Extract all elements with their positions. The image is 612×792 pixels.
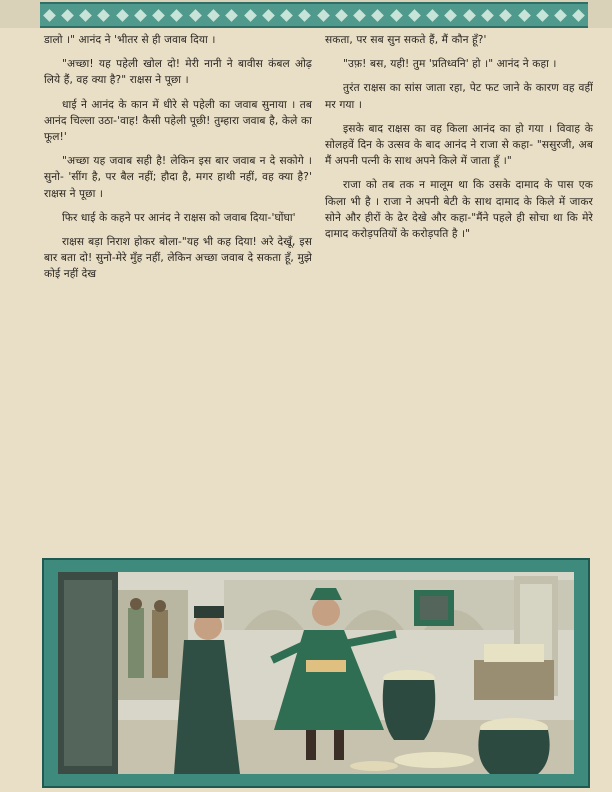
paragraph: राक्षस बड़ा निराश होकर बोला-"यह भी कह दिया! अरे देखूँ, इस बार बता दो! सुनो-मेरे मुँह नहीं, लेकिन अच्छा जवाब दे सकता हूँ, मुझे कोई नहीं देख	[44, 236, 312, 281]
paragraph: फिर धाई के कहने पर आनंद ने राक्षस को जवाब दिया-'घोंघा'	[62, 211, 296, 224]
paragraph: राजा को तब तक न मालूम था कि उसके दामाद के पास एक किला भी है । राजा ने अपनी बेटी के साथ दामाद के किले में जाकर सोने और हीरों के ढेर देखे और कहा-"मैंने पहले ही सोचा था कि मेरे दामाद करोड़पतियों के करोड़पति है ।"	[325, 179, 593, 241]
paragraph: "उफ़! बस, यही! तुम 'प्रतिध्वनि' हो ।" आनंद ने कहा ।	[343, 58, 557, 71]
diamond-border-pattern-icon	[40, 2, 588, 28]
paragraph: तुरंत राक्षस का सांस जाता रहा, पेट फट जाने के कारण वह वहीं मर गया ।	[325, 82, 593, 111]
story-illustration	[42, 558, 590, 788]
left-text-column	[44, 32, 312, 291]
paragraph: धाई ने आनंद के कान में धीरे से पहेली का जवाब सुनाया । तब आनंद चिल्ला उठा-'वाह! कैसी पहेली पूछी! तुम्हारा जवाब है, केले का फूल!'	[44, 98, 312, 144]
paragraph: डालो ।" आनंद ने 'भीतर से ही जवाब दिया ।	[44, 34, 216, 46]
paragraph: "अच्छा यह जवाब सही है! लेकिन इस बार जवाब न दे सकोगे । सुनो- 'सींग है, पर बैल नहीं; हौदा है, मगर हाथी नहीं, वह क्या है?' राक्षस ने पूछा ।	[44, 155, 312, 200]
paragraph: "अच्छा! यह पहेली खोल दो! मेरी नानी ने बावीस कंबल ओढ़ लिये हैं, वह क्या है?" राक्षस ने पूछा ।	[44, 58, 312, 87]
paragraph: इसके बाद राक्षस का वह किला आनंद का हो गया । विवाह के सोलहवें दिन के उत्सव के बाद आनंद ने राजा से कहा- "ससुरजी, अब मैं अपनी पत्नी के साथ अपने किले में जाता हूँ ।"	[325, 122, 593, 168]
page-top-border	[0, 0, 612, 28]
right-text-column	[325, 32, 593, 250]
treasure-room-scene-icon	[44, 560, 588, 786]
paragraph: सकता, पर सब सुन सकते हैं, मैं कौन हूँ?'	[325, 34, 487, 46]
